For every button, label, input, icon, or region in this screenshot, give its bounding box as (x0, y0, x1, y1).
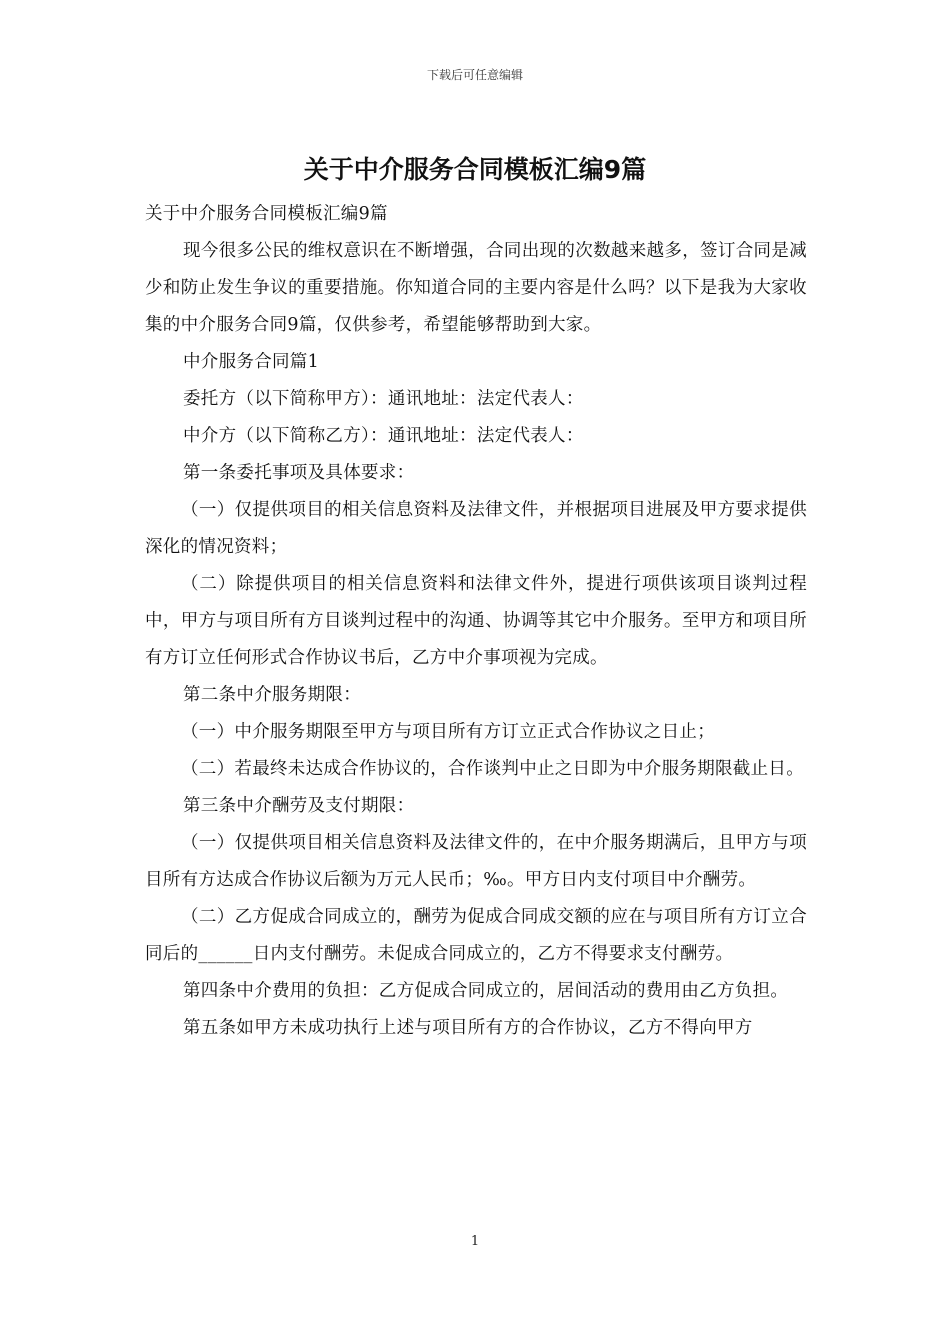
clause-paragraph: （二）乙方促成合同成立的，酬劳为促成合同成交额的应在与项目所有方订立合同后的______日内支付酬劳。未促成合同成立的，乙方不得要求支付酬劳。 (145, 907, 807, 964)
clause-paragraph: （一）仅提供项目的相关信息资料及法律文件，并根据项目进展及甲方要求提供深化的情况资料； (145, 500, 807, 557)
party-a-line: 委托方（以下简称甲方）：通讯地址：法定代表人： (183, 389, 584, 409)
article-paragraph: 第四条中介费用的负担：乙方促成合同成立的，居间活动的费用由乙方负担。 (183, 981, 789, 1001)
article-heading: 第一条委托事项及具体要求： (183, 463, 415, 483)
article-paragraph: 第五条如甲方未成功执行上述与项目所有方的合作协议，乙方不得向甲方 (183, 1018, 753, 1038)
page-number: 1 (470, 1234, 480, 1249)
intro-paragraph: 现今很多公民的维权意识在不断增强，合同出现的次数越来越多，签订合同是减少和防止发生争议的重要措施。你知道合同的主要内容是什么吗？以下是我为大家收集的中介服务合同9篇，仅供参考，希望能够帮助到大家。 (145, 241, 807, 335)
document-title: 关于中介服务合同模板汇编9篇 (303, 155, 647, 184)
clause-paragraph: （一）仅提供项目相关信息资料及法律文件的，在中介服务期满后，且甲方与项目所有方达成合作协议后额为万元人民币；‰。甲方日内支付项目中介酬劳。 (145, 833, 807, 890)
party-b-line: 中介方（以下简称乙方）：通讯地址：法定代表人： (183, 426, 584, 446)
clause-paragraph: （一）中介服务期限至甲方与项目所有方订立正式合作协议之日止； (181, 722, 715, 742)
article-heading: 第二条中介服务期限： (183, 685, 361, 705)
subtitle-paragraph: 关于中介服务合同模板汇编9篇 (145, 204, 388, 224)
clause-paragraph: （二）若最终未达成合作协议的，合作谈判中止之日即为中介服务期限截止日。 (181, 759, 804, 779)
section-heading: 中介服务合同篇1 (183, 352, 320, 372)
clause-paragraph: （二）除提供项目的相关信息资料和法律文件外，提进行项供该项目谈判过程中，甲方与项目所有方目谈判过程中的沟通、协调等其它中介服务。至甲方和项目所有方订立任何形式合作协议书后，乙方中介事项视为完成。 (145, 574, 807, 668)
article-heading: 第三条中介酬劳及支付期限： (183, 796, 415, 816)
document-body (145, 196, 807, 1047)
header-note: 下载后可任意编辑 (426, 68, 523, 82)
